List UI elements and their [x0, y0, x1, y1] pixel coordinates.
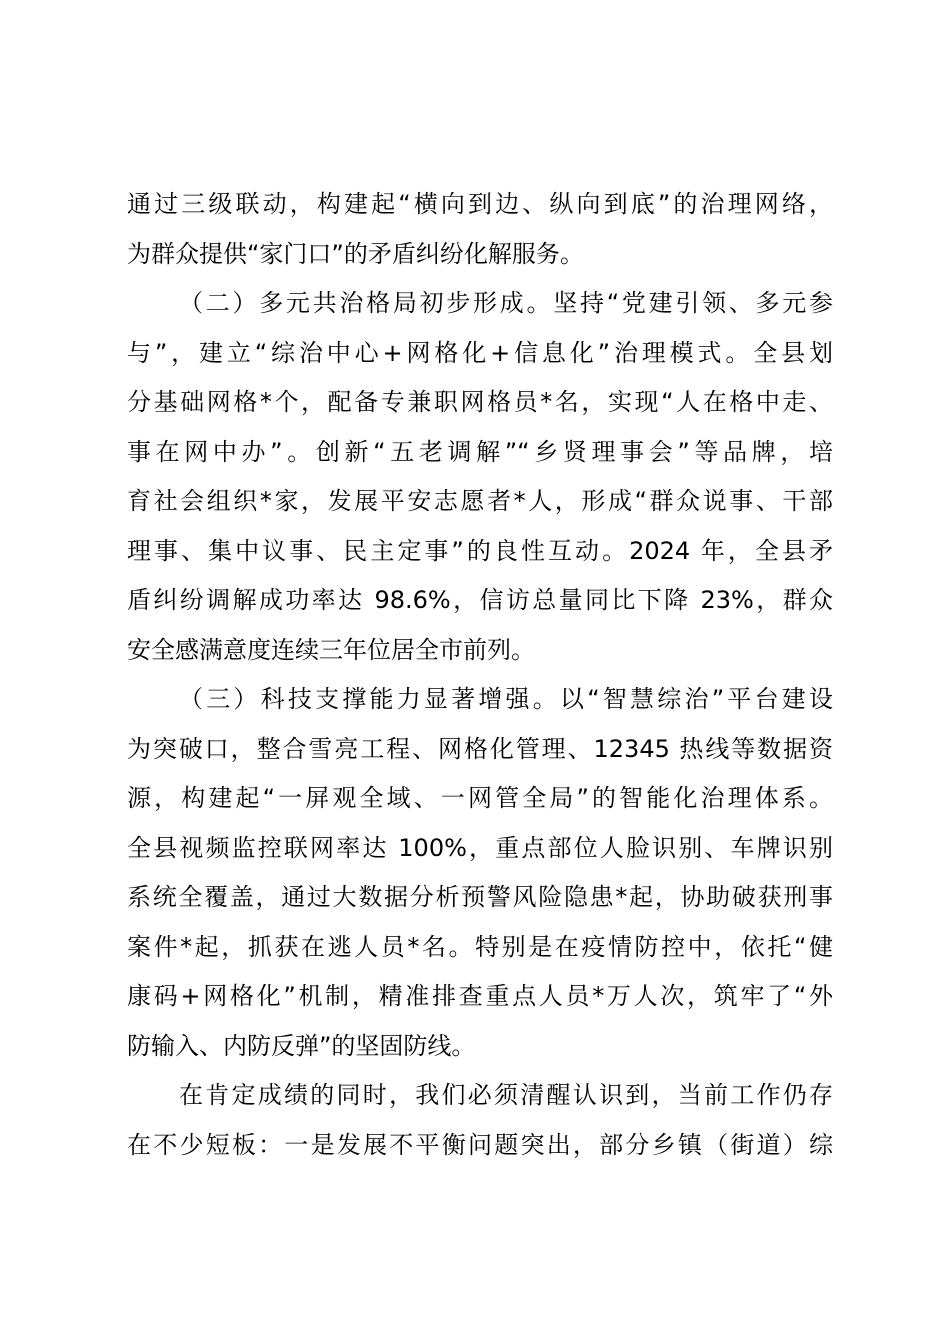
body-text — [127, 180, 833, 1170]
text-line: 案件*起，抓获在逃人员*名。特别是在疫情防控中，依托“健 — [127, 932, 833, 961]
text-line: 为群众提供“家门口”的矛盾纠纷化解服务。 — [127, 239, 584, 268]
text-line: 安全感满意度连续三年位居全市前列。 — [127, 635, 535, 664]
text-line: 分基础网格*个，配备专兼职网格员*名，实现“人在格中走、 — [127, 388, 833, 416]
text-line: 全县视频监控联网率达 100%，重点部位人脸识别、车牌识别 — [127, 833, 833, 862]
paragraph-shortcomings — [127, 1071, 833, 1170]
paragraph-section-2 — [127, 279, 833, 675]
text-line: 盾纠纷调解成功率达 98.6%，信访总量同比下降 23%，群众 — [127, 586, 833, 614]
text-line: 防输入、内防反弹”的坚固防线。 — [127, 1031, 476, 1060]
text-line: 通过三级联动，构建起“横向到边、纵向到底”的治理网络， — [127, 190, 833, 218]
text-line: 育社会组织*家，发展平安志愿者*人，形成“群众说事、干部 — [127, 487, 833, 515]
paragraph-intro-continued — [127, 180, 833, 279]
paragraph-section-3 — [127, 675, 833, 1071]
text-line: 在不少短板：一是发展不平衡问题突出，部分乡镇（街道）综 — [127, 1130, 833, 1159]
text-line: （三）科技支撑能力显著增强。以“智慧综治”平台建设 — [179, 685, 833, 713]
text-line: 与”，建立“综治中心+网格化+信息化”治理模式。全县划 — [127, 338, 833, 367]
text-line: 康码+网格化”机制，精准排查重点人员*万人次，筑牢了“外 — [127, 982, 833, 1010]
text-line: 在肯定成绩的同时，我们必须清醒认识到，当前工作仍存 — [179, 1081, 833, 1109]
text-line: 源，构建起“一屏观全域、一网管全局”的智能化治理体系。 — [127, 784, 833, 812]
text-line: 系统全覆盖，通过大数据分析预警风险隐患*起，协助破获刑事 — [127, 883, 833, 911]
text-line: （二）多元共治格局初步形成。坚持“党建引领、多元参 — [179, 289, 833, 317]
text-line: 事在网中办”。创新“五老调解”“乡贤理事会”等品牌，培 — [127, 437, 833, 466]
text-line: 理事、集中议事、民主定事”的良性互动。2024 年，全县矛 — [127, 536, 833, 565]
text-line: 为突破口，整合雪亮工程、网格化管理、12345 热线等数据资 — [127, 734, 833, 763]
